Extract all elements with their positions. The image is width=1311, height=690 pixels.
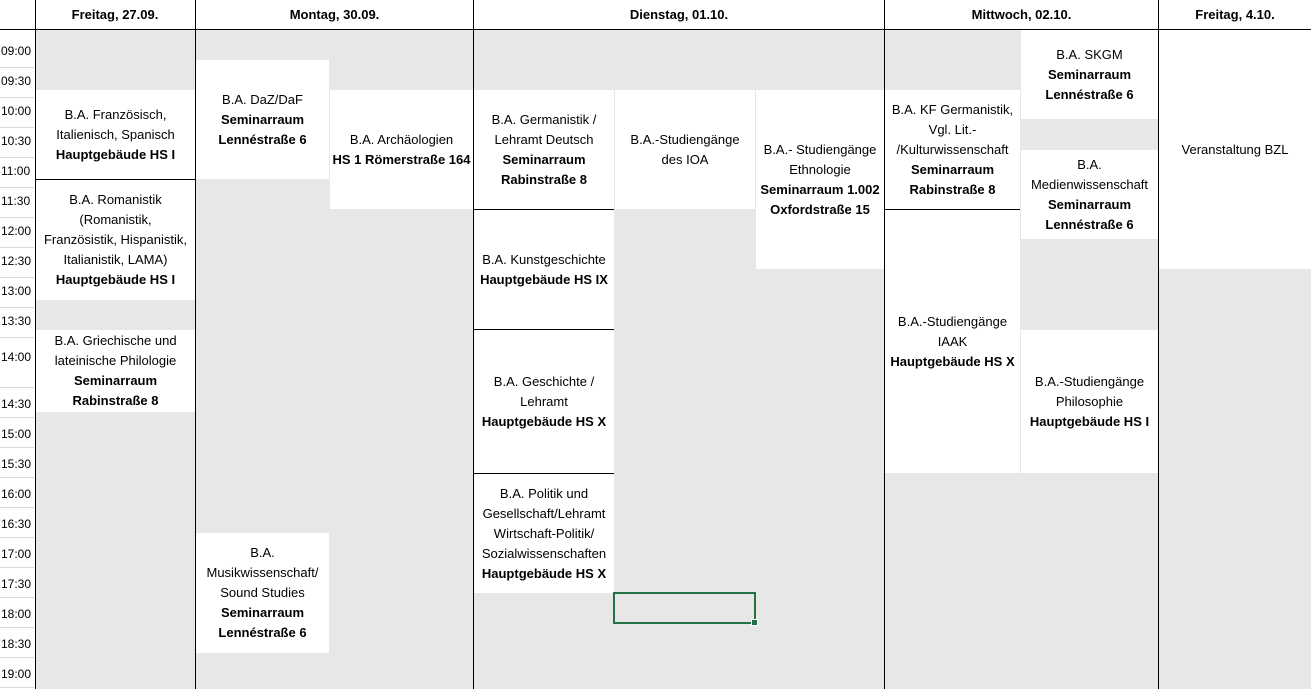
event-location: Seminarraum xyxy=(1047,66,1132,82)
event-griechisch-latein[interactable] xyxy=(36,330,195,412)
event-line: B.A. Romanistik xyxy=(69,192,162,207)
event-daz-daf[interactable] xyxy=(196,60,329,179)
time-label: 18:30 xyxy=(0,628,34,658)
event-ioa[interactable] xyxy=(615,90,755,209)
day-header-fri-04[interactable]: Freitag, 4.10. xyxy=(1195,7,1275,22)
time-label: 19:00 xyxy=(0,658,34,688)
event-line: Gesellschaft/Lehramt xyxy=(482,505,606,521)
event-line: B.A. KF Germanistik, xyxy=(891,101,1014,117)
time-label: 18:00 xyxy=(0,598,34,628)
event-line: B.A. Französisch, xyxy=(64,107,167,122)
event-line: B.A.-Studiengänge xyxy=(1034,373,1145,389)
event-romanistik[interactable] xyxy=(36,180,195,300)
event-medienwissenschaft[interactable] xyxy=(1021,150,1158,239)
time-label: 14:30 xyxy=(0,388,34,418)
event-skgm[interactable] xyxy=(1021,30,1158,119)
time-label: 14:00 xyxy=(0,338,34,388)
event-line: B.A. Politik und xyxy=(499,485,589,501)
event-line: B.A. SKGM xyxy=(1056,46,1123,62)
time-label: 10:30 xyxy=(0,128,34,158)
event-line: Ethnologie xyxy=(789,161,851,177)
time-label: 12:30 xyxy=(0,248,34,278)
event-line: IAAK xyxy=(937,333,968,349)
event-location: Hauptgebäude HS IX xyxy=(480,271,608,287)
time-label: 13:00 xyxy=(0,278,34,308)
column-divider xyxy=(195,0,196,689)
event-location: Lennéstraße 6 xyxy=(218,625,307,640)
day-header-mon-30[interactable]: Montag, 30.09. xyxy=(289,7,380,22)
event-line: /Kulturwissenschaft xyxy=(896,141,1009,157)
event-line: B.A.-Studiengänge xyxy=(630,131,740,147)
event-line: B.A.-Studiengänge xyxy=(897,313,1008,329)
event-line: B.A. Griechische und xyxy=(54,333,177,348)
event-line: lateinische Philologie xyxy=(54,353,177,368)
time-label: 10:00 xyxy=(0,98,34,128)
time-label: 13:30 xyxy=(0,308,34,338)
time-label: 16:00 xyxy=(0,478,34,508)
time-label: 11:00 xyxy=(0,158,34,188)
event-location: Rabinstraße 8 xyxy=(501,171,587,187)
event-location: Rabinstraße 8 xyxy=(72,393,159,408)
time-label: 12:00 xyxy=(0,218,34,248)
event-location: Seminarraum xyxy=(502,151,586,167)
event-line: B.A. Archäologien xyxy=(349,131,454,147)
event-line: B.A. xyxy=(250,545,275,560)
day-header-wed-02[interactable]: Mittwoch, 02.10. xyxy=(971,7,1072,22)
event-location: Hauptgebäude HS X xyxy=(890,353,1015,369)
event-musikwissenschaft[interactable] xyxy=(196,533,329,653)
event-line: Französistik, Hispanistik, xyxy=(43,232,188,247)
event-location: Lennéstraße 6 xyxy=(1045,86,1134,102)
time-label: 15:00 xyxy=(0,418,34,448)
event-location: Hauptgebäude HS X xyxy=(481,565,607,581)
time-label: 17:00 xyxy=(0,538,34,568)
event-location: Seminarraum xyxy=(220,111,305,127)
time-label: 09:00 xyxy=(0,38,34,68)
time-label: 17:30 xyxy=(0,568,34,598)
event-line: Lehramt Deutsch xyxy=(494,131,594,147)
event-line: Wirtschaft-Politik/ xyxy=(493,525,595,541)
time-label: 09:30 xyxy=(0,68,34,98)
time-label: 15:30 xyxy=(0,448,34,478)
event-line: Veranstaltung BZL xyxy=(1181,141,1289,157)
event-philosophie[interactable] xyxy=(1021,330,1158,473)
column-divider xyxy=(35,0,36,689)
event-geschichte[interactable] xyxy=(474,330,614,473)
event-line: Sound Studies xyxy=(220,585,305,600)
event-line: Lehramt xyxy=(520,393,568,409)
event-line: des IOA xyxy=(661,151,709,167)
event-location: Seminarraum xyxy=(910,161,995,177)
column-divider xyxy=(473,0,474,689)
event-line: Musikwissenschaft/ xyxy=(206,565,319,580)
event-line: Medienwissenschaft xyxy=(1030,176,1149,192)
event-location: Seminarraum xyxy=(220,605,305,620)
event-line: (Romanistik, xyxy=(79,212,152,227)
event-archaeologien[interactable] xyxy=(330,90,473,209)
event-location: Hauptgebäude HS I xyxy=(55,272,176,287)
event-kf-germanistik[interactable] xyxy=(885,90,1020,209)
event-ethnologie[interactable] xyxy=(756,90,884,269)
event-line: B.A.- Studiengänge xyxy=(763,141,877,157)
day-header-tue-01[interactable]: Dienstag, 01.10. xyxy=(629,7,729,22)
event-germanistik[interactable] xyxy=(474,90,614,209)
event-line: Sozialwissenschaften xyxy=(481,545,607,561)
event-location: Seminarraum 1.002 xyxy=(760,181,880,197)
time-column xyxy=(0,30,35,689)
time-label: 16:30 xyxy=(0,508,34,538)
event-line: B.A. Germanistik / xyxy=(491,111,597,127)
event-location: Lennéstraße 6 xyxy=(218,131,307,147)
selected-cell[interactable] xyxy=(613,592,756,624)
event-location: Hauptgebäude HS X xyxy=(481,413,607,429)
column-divider xyxy=(884,0,885,689)
event-kunstgeschichte[interactable] xyxy=(474,210,614,329)
event-location: Seminarraum xyxy=(73,373,158,388)
event-location: Hauptgebäude HS I xyxy=(55,147,176,162)
event-location: Seminarraum xyxy=(1047,196,1132,212)
event-iaak[interactable] xyxy=(885,210,1020,473)
event-location: HS 1 Römerstraße 164 xyxy=(332,151,471,167)
event-politik-gesellschaft[interactable] xyxy=(474,474,614,593)
event-line: Philosophie xyxy=(1055,393,1124,409)
event-line: B.A. DaZ/DaF xyxy=(222,91,303,107)
event-line: B.A. xyxy=(1077,156,1102,172)
event-line: Italienisch, Spanisch xyxy=(56,127,175,142)
event-line: B.A. Geschichte / xyxy=(493,373,595,389)
event-line: Italianistik, LAMA) xyxy=(63,252,168,267)
event-location: Oxfordstraße 15 xyxy=(770,201,870,217)
header-row xyxy=(0,0,1311,30)
fill-handle[interactable] xyxy=(751,619,758,626)
event-location: Rabinstraße 8 xyxy=(909,181,996,197)
event-location: Hauptgebäude HS I xyxy=(1029,413,1150,429)
day-header-fri-27[interactable]: Freitag, 27.09. xyxy=(71,7,159,22)
event-franzoesisch[interactable] xyxy=(36,90,195,180)
event-location: Lennéstraße 6 xyxy=(1045,216,1134,232)
event-line: B.A. Kunstgeschichte xyxy=(482,251,606,267)
time-label: 11:30 xyxy=(0,188,34,218)
event-line: Vgl. Lit.- xyxy=(928,121,977,137)
column-divider xyxy=(1158,0,1159,689)
event-bzl[interactable] xyxy=(1159,30,1311,269)
